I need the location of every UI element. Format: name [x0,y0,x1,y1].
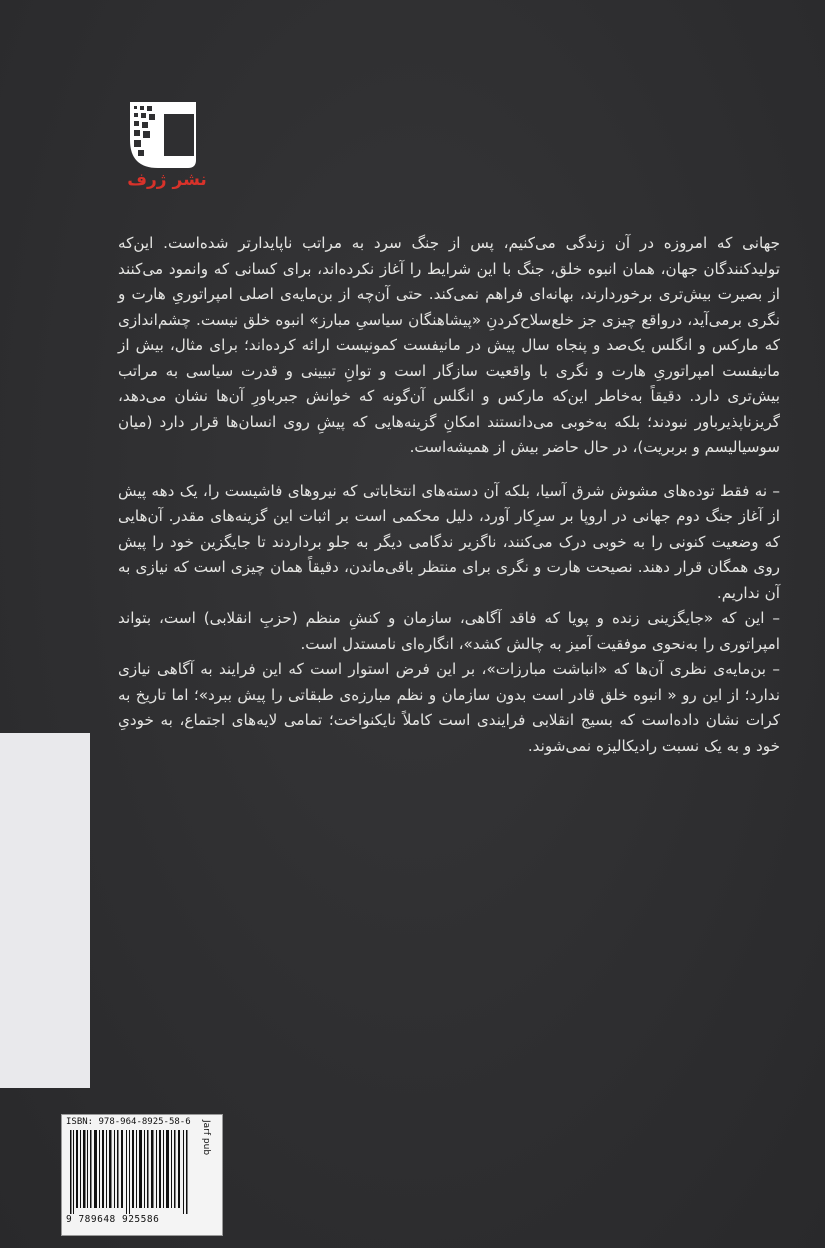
paragraph-2: – نه فقط توده‌های مشوش شرق آسیا، بلکه آن دسته‌های انتخاباتی که نیروهای فاشیست را، یک دهه پیش از آغاز جنگ دوم جهانی در اروپا بر سرِکار آورد، دلیل محکمی است بر اثبات این گزینه‌های مقدر. آن‌هایی که وضعیت کنونی را به خوبی درک می‌کنند، ناگزیر ندگامی دیگر به جلو برداردند تا جایگزین خود را پیش روی همگان قرار دهند. نصیحت هارت و نگری برای منتظر باقی‌ماندن، دقیقاً همان چیزی است که نیازی به آن نداریم. [118,481,780,602]
side-panel-strip [0,733,90,1088]
barcode-publisher-text [197,1118,217,1228]
paragraph-3: – این که «جایگزینی زنده و پویا که فاقد آگاهی، سازمان و کنشِ منظم (حزبِ انقلابی) است، بتواند امپراتوری را به‌نحوی موفقیت آمیز به چالش کشد»، انگاره‌ای نامستدل است. [118,609,780,653]
isbn-text: ISBN: 978-964-8925-58-6 [66,1117,191,1127]
paragraph-4: – بن‌مایه‌ی نظری آن‌ها که «انباشت مبارزات»، بر این فرض استوار است که این فرایند به آگاهی نیازی ندارد؛ از این رو « انبوه خلق قادر است بدون سازمان و نظم مبارزه‌ی طبقاتی را پیش ببرد»؛ اما تاریخ به کرات نشان داده‌است که بسیج انقلابی فرایندی است کاملاً نایکنواخت؛ تمامی لایه‌های اجتماع، به خودیِ خود و به یک نسبت رادیکالیزه نمی‌شوند. [118,660,780,755]
back-cover-text [118,231,780,759]
barcode-icon [66,1130,194,1214]
barcode-digits: 9 789648 925586 [66,1214,160,1225]
paragraph-1: جهانی که امروزه در آن زندگی می‌کنیم، پس از جنگ سرد به مراتب ناپایدارتر شده‌است. این‌که تولیدکنندگان جهان، همان انبوه خلق، جنگ با این شرایط را آغاز نکرده‌اند، برای کسانی که وانمود می‌کنند از بصیرت بیش‌تری برخوردارند، بهانه‌ای فراهم نمی‌کند. حتی آن‌چه از بن‌مایه‌ی اصلی امپراتوریِ هارت و نگری برمی‌آید، درواقع چیزی جز خلع‌سلاح‌کردنِ «پیشاهنگان سیاسیِ مبارز» انبوه خلق نیست. چشم‌اندازی که مارکس و انگلس یک‌صد و پنجاه سال پیش در مانیفست کمونیست ارائه کرده‌اند؛ برای مثال، بیش از مانیفست امپراتوریِ هارت و نگری با واقعیت سازگار است و توانِ تبیینی و قدرت سیاسی به مراتب بیش‌تری دارد. دقیقاً به‌خاطر این‌که مارکس و انگلس آن‌گونه که خوانش جبرباورِ آن‌ها نشان می‌دهد، گریزناپذیرباور نبودند؛ بلکه به‌خوبی می‌دانستند امکانِ گزینه‌هایی که پیشِ روی انسان‌ها قرار دارد (میان سوسیالیسم و بربریت)، در حال حاضر بیش از همیشه‌است. [118,234,780,456]
barcode-publisher-label: Jarf pub [201,1120,211,1156]
publisher-logo-text: نشر ژرف [127,170,207,190]
